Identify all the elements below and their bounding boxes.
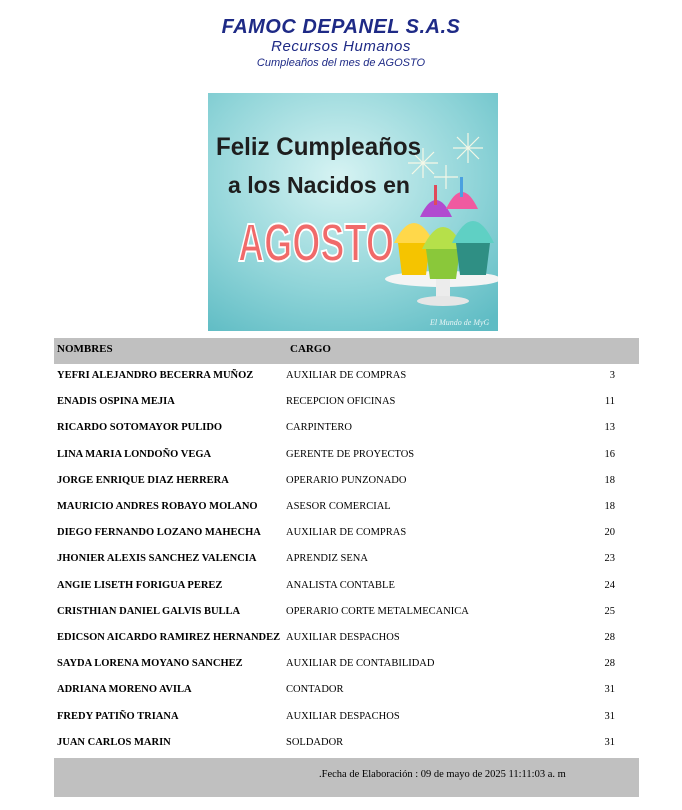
birthday-day: 3 — [609, 370, 615, 381]
employee-name: EDICSON AICARDO RAMIREZ HERNANDEZ — [57, 632, 281, 643]
table-row — [54, 684, 639, 704]
birthday-day: 23 — [604, 553, 615, 565]
table-row — [54, 449, 639, 469]
employee-role: CARPINTERO — [286, 422, 352, 434]
table-row — [54, 475, 639, 495]
employee-role: AUXILIAR DESPACHOS — [286, 710, 400, 722]
banner-line1: Feliz Cumpleaños — [216, 133, 421, 161]
employee-role: AUXILIAR DE COMPRAS — [286, 527, 407, 539]
column-header-name: NOMBRES — [57, 343, 113, 355]
birthday-day: 28 — [604, 632, 615, 643]
birthday-day: 25 — [604, 605, 615, 617]
birthday-day: 18 — [604, 501, 615, 512]
banner-line2: a los Nacidos en — [228, 172, 410, 198]
employee-name: CRISTHIAN DANIEL GALVIS BULLA — [57, 605, 241, 617]
birthday-day: 31 — [604, 684, 615, 696]
employee-role: SOLDADOR — [286, 736, 344, 748]
table-row — [54, 606, 639, 626]
employee-name: LINA MARIA LONDOÑO VEGA — [57, 448, 212, 460]
banner-month: AGOSTO — [238, 213, 394, 273]
birthday-day: 28 — [604, 658, 615, 670]
employee-name: SAYDA LORENA MOYANO SANCHEZ — [57, 658, 243, 670]
table-row — [54, 396, 639, 416]
employee-role: ASESOR COMERCIAL — [286, 501, 391, 512]
company-title: FAMOC DEPANEL S.A.S — [221, 16, 461, 38]
employee-role: APRENDIZ SENA — [286, 553, 368, 565]
birthday-day: 18 — [604, 474, 615, 486]
employee-role: AUXILIAR DE COMPRAS — [286, 370, 407, 381]
report-subtitle: Cumpleaños del mes de AGOSTO — [256, 57, 426, 69]
column-header-role: CARGO — [290, 343, 331, 355]
employee-name: MAURICIO ANDRES ROBAYO MOLANO — [57, 501, 258, 512]
employee-role: OPERARIO PUNZONADO — [286, 474, 407, 486]
table-header — [54, 338, 639, 364]
employee-name: ADRIANA MORENO AVILA — [57, 684, 192, 696]
employee-name: JORGE ENRIQUE DIAZ HERRERA — [57, 474, 229, 486]
report-footer — [54, 758, 639, 797]
table-row — [54, 527, 639, 547]
birthday-banner-image — [208, 93, 498, 331]
employee-name: ENADIS OSPINA MEJIA — [57, 396, 175, 408]
table-row — [54, 658, 639, 678]
department-title: Recursos Humanos — [271, 38, 411, 55]
birthday-day: 31 — [604, 736, 615, 748]
birthday-day: 20 — [604, 527, 615, 539]
table-row — [54, 737, 639, 757]
employee-role: RECEPCION OFICINAS — [286, 396, 396, 408]
employee-name: JHONIER ALEXIS SANCHEZ VALENCIA — [57, 553, 257, 565]
birthday-day: 13 — [604, 422, 615, 434]
table-row — [54, 422, 639, 442]
employee-name: ANGIE LISETH FORIGUA PEREZ — [57, 579, 223, 591]
employee-role: AUXILIAR DE CONTABILIDAD — [286, 658, 435, 670]
generated-date: .Fecha de Elaboración : 09 de mayo de 2025 11:11:03 a. m — [319, 769, 566, 780]
table-row — [54, 711, 639, 731]
employee-role: AUXILIAR DESPACHOS — [286, 632, 400, 643]
employee-name: YEFRI ALEJANDRO BECERRA MUÑOZ — [57, 370, 254, 381]
employee-name: DIEGO FERNANDO LOZANO MAHECHA — [57, 527, 261, 539]
birthday-day: 16 — [604, 448, 615, 460]
employee-role: GERENTE DE PROYECTOS — [286, 448, 415, 460]
employee-name: JUAN CARLOS MARIN — [57, 736, 171, 748]
employee-name: RICARDO SOTOMAYOR PULIDO — [57, 422, 223, 434]
table-row — [54, 632, 639, 652]
employee-role: CONTADOR — [286, 684, 344, 696]
table-row — [54, 553, 639, 573]
employee-role: ANALISTA CONTABLE — [286, 579, 395, 591]
banner-watermark: El Mundo de MyG — [430, 318, 490, 327]
birthday-day: 11 — [604, 396, 615, 408]
birthday-day: 31 — [604, 710, 615, 722]
employee-name: FREDY PATIÑO TRIANA — [57, 710, 179, 722]
table-row — [54, 501, 639, 521]
birthday-day: 24 — [604, 579, 615, 591]
table-row — [54, 580, 639, 600]
table-row — [54, 370, 639, 390]
employee-role: OPERARIO CORTE METALMECANICA — [286, 605, 469, 617]
